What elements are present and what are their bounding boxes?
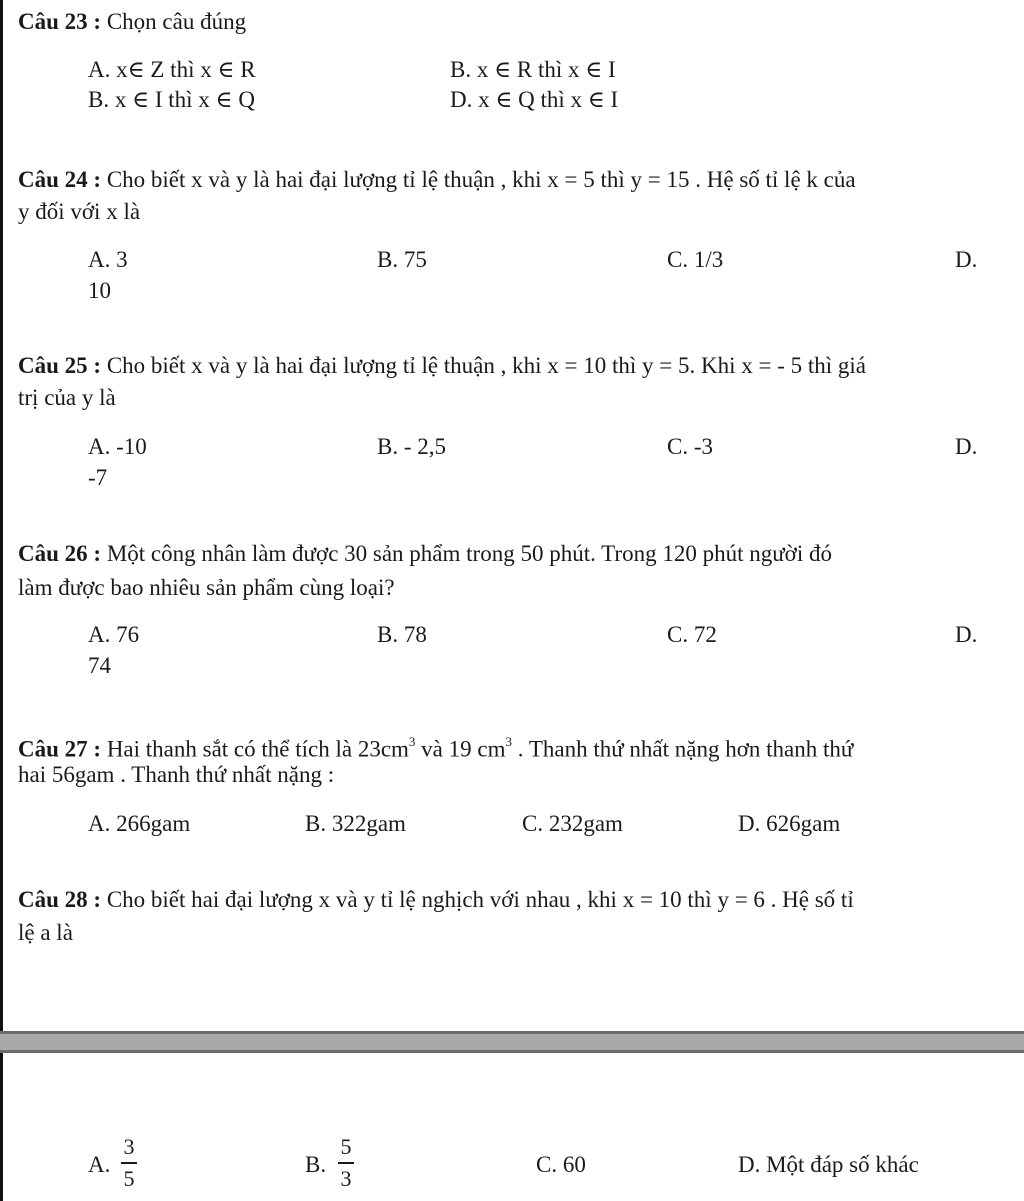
- q25-option-d-value: -7: [88, 465, 108, 490]
- q28-option-c: C. 60: [536, 1152, 586, 1177]
- q25-option-c: C. -3: [667, 434, 713, 459]
- fraction-numerator: 5: [340, 1134, 352, 1159]
- question-26-line1: [18, 541, 832, 567]
- q24-option-c: C. 1/3: [667, 247, 724, 272]
- q27-option-d: D. 626gam: [738, 811, 841, 836]
- fraction-numerator: 3: [123, 1134, 135, 1159]
- q28-option-b: B.: [305, 1152, 327, 1177]
- question-23-label: Câu 23 :: [18, 9, 102, 34]
- question-28-line1: [18, 887, 854, 913]
- q24-option-d-value: 10: [88, 278, 111, 303]
- question-24-text: Cho biết x và y là hai đại lượng tỉ lệ thuận , khi x = 5 thì y = 15 . Hệ số tỉ lệ k của: [106, 167, 856, 192]
- fraction-denominator: 5: [123, 1166, 135, 1191]
- page-divider-bottom: [0, 1050, 1024, 1053]
- question-24-line1: [18, 167, 856, 193]
- q27-option-c: C. 232gam: [522, 811, 623, 836]
- q25-option-a: A. -10: [88, 434, 147, 459]
- q26-option-d-value: 74: [88, 653, 111, 678]
- question-27-text-a: Hai thanh sắt có thể tích là 23cm: [106, 736, 409, 762]
- q24-option-d: D.: [955, 247, 978, 272]
- fraction-denominator: 3: [340, 1166, 352, 1191]
- question-27-text-b: và 19 cm: [415, 736, 506, 762]
- q24-option-a: A. 3: [88, 247, 128, 272]
- question-26-line2: làm được bao nhiêu sản phẩm cùng loại?: [18, 575, 395, 600]
- q25-option-d: D.: [955, 434, 978, 459]
- q23-option-b-first: B. x ∈ R thì x ∈ I: [450, 57, 616, 82]
- question-25-line2: trị của y là: [18, 385, 116, 410]
- question-25-line1: [18, 353, 866, 379]
- question-26-label: Câu 26 :: [18, 541, 102, 566]
- q26-option-c: C. 72: [667, 622, 717, 647]
- q28-option-b-fraction: [338, 1135, 354, 1191]
- q23-option-a: A. x∈ Z thì x ∈ R: [88, 57, 256, 82]
- question-25-text: Cho biết x và y là hai đại lượng tỉ lệ thuận , khi x = 10 thì y = 5. Khi x = - 5 thì giá: [106, 353, 867, 378]
- q27-option-a: A. 266gam: [88, 811, 191, 836]
- question-27-text-c: . Thanh thứ nhất nặng hơn thanh thứ: [511, 736, 854, 762]
- question-27-label: Câu 27 :: [18, 736, 102, 762]
- q26-option-d: D.: [955, 622, 978, 647]
- q27-option-b: B. 322gam: [305, 811, 406, 836]
- question-24-label: Câu 24 :: [18, 167, 102, 192]
- question-28-label: Câu 28 :: [18, 887, 102, 912]
- q23-option-b-second: B. x ∈ I thì x ∈ Q: [88, 87, 255, 112]
- q24-option-b: B. 75: [377, 247, 427, 272]
- left-border: [0, 0, 3, 1201]
- q27-superscript-1: 3: [408, 734, 416, 749]
- question-26-text: Một công nhân làm được 30 sản phẩm trong 50 phút. Trong 120 phút người đó: [106, 541, 832, 566]
- fraction-bar: [121, 1162, 137, 1164]
- q28-option-d: D. Một đáp số khác: [738, 1152, 919, 1177]
- q27-superscript-2: 3: [505, 734, 512, 749]
- q26-option-b: B. 78: [377, 622, 427, 647]
- q23-option-d: D. x ∈ Q thì x ∈ I: [450, 87, 619, 112]
- question-25-label: Câu 25 :: [18, 353, 102, 378]
- q28-option-a-fraction: [121, 1135, 137, 1191]
- fraction-bar: [338, 1162, 354, 1164]
- q26-option-a: A. 76: [88, 622, 140, 647]
- question-27-line2: hai 56gam . Thanh thứ nhất nặng :: [18, 762, 335, 787]
- page-divider: [0, 1034, 1024, 1050]
- question-28-text: Cho biết hai đại lượng x và y tỉ lệ nghịch với nhau , khi x = 10 thì y = 6 . Hệ số tỉ: [106, 887, 854, 912]
- q25-option-b: B. - 2,5: [377, 434, 446, 459]
- q28-option-a: A.: [88, 1152, 111, 1177]
- question-23-text: Chọn câu đúng: [106, 9, 247, 34]
- question-23-header: [18, 9, 246, 35]
- question-27-line1: [18, 731, 853, 763]
- question-28-line2: lệ a là: [18, 920, 73, 945]
- question-24-line2: y đối với x là: [18, 199, 141, 224]
